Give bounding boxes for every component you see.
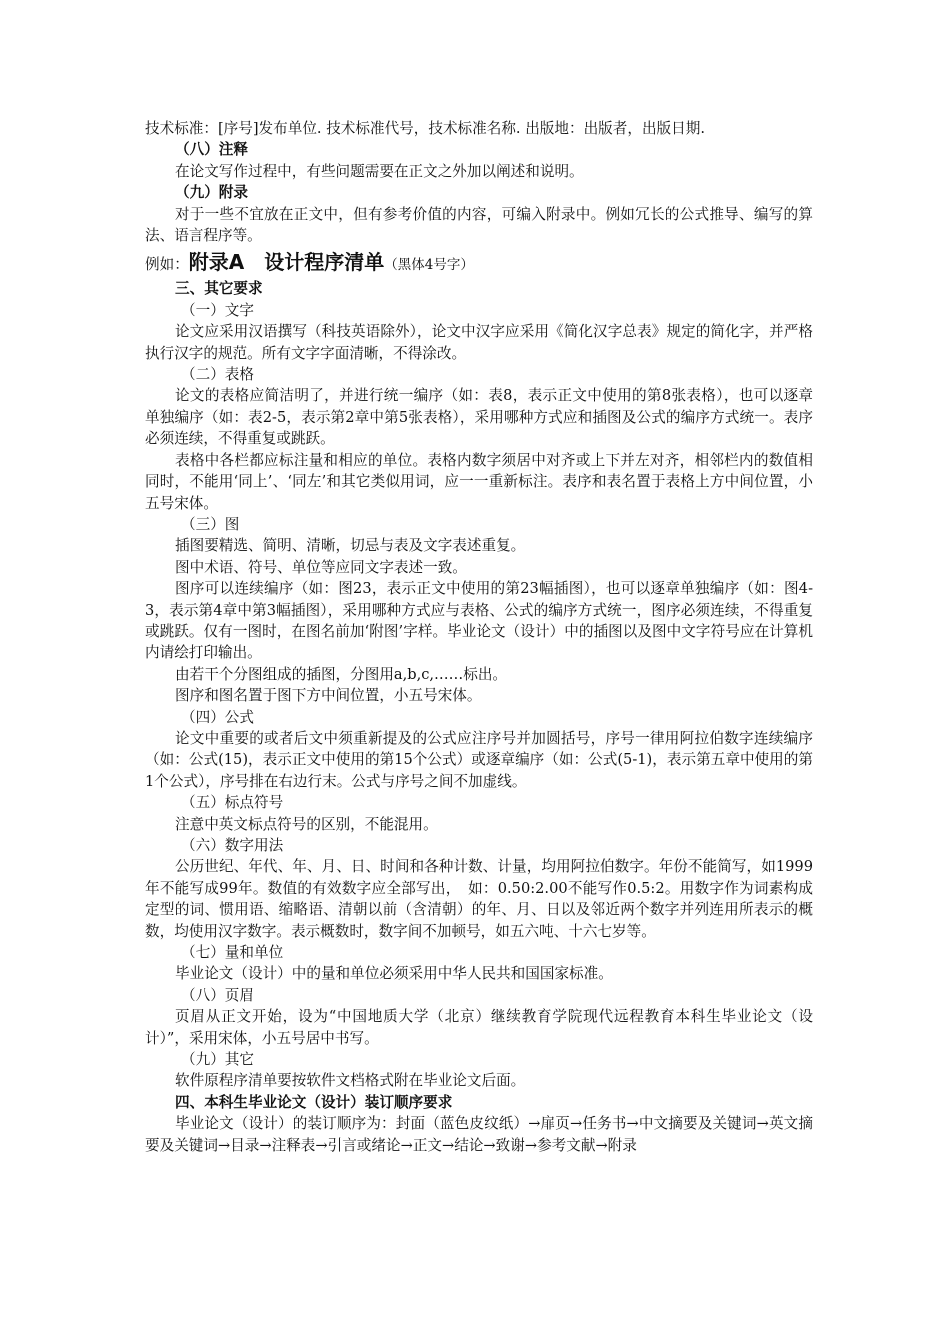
paragraph: 页眉从正文开始，设为“中国地质大学（北京）继续教育学院现代远程教育本科生毕业论文（设计）”，采用宋体，小五号居中书写。 bbox=[145, 1008, 813, 1047]
paragraph: 毕业论文（设计）中的量和单位必须采用中华人民共和国国家标准。 bbox=[175, 965, 613, 983]
section-heading-notes bbox=[145, 139, 813, 160]
paragraph: 由若干个分图组成的插图，分图用a,b,c,……标出。 bbox=[175, 665, 508, 683]
heading-text: 四、本科生毕业论文（设计）装订顺序要求 bbox=[175, 1093, 453, 1111]
section-heading-appendix bbox=[145, 182, 813, 203]
heading-text: （八）注释 bbox=[175, 141, 248, 159]
example-prefix: 例如： bbox=[145, 256, 189, 274]
reference-format-line: 技术标准：[序号]发布单位. 技术标准代号，技术标准名称. 出版地：出版者，出版日期. bbox=[145, 120, 705, 137]
subheading-text: （一）文字 bbox=[181, 301, 254, 319]
paragraph: 对于一些不宜放在正文中，但有参考价值的内容，可编入附录中。例如冗长的公式推导、编写的算法、语言程序等。 bbox=[145, 205, 813, 245]
paragraph: 表格中各栏都应标注量和相应的单位。表格内数字须居中对齐或上下并左对齐，相邻栏内的数值相同时，不能用‘同上’、‘同左’和其它类似用词，应一一重新标注。表序和表名置于表格上方中间位置，小五号宋体。 bbox=[145, 451, 813, 512]
section-heading-binding-order bbox=[145, 1092, 813, 1113]
subheading-header: （八）页眉 bbox=[181, 986, 254, 1004]
section-heading-other-requirements bbox=[145, 278, 813, 299]
paragraph: 注意中英文标点符号的区别，不能混用。 bbox=[175, 815, 438, 833]
subheading-tables: （二）表格 bbox=[181, 366, 254, 384]
paragraph: 图中术语、符号、单位等应同文字表述一致。 bbox=[175, 558, 467, 576]
paragraph: 论文应采用汉语撰写（科技英语除外），论文中汉字应采用《简化汉字总表》规定的简化字，并严格执行汉字的规范。所有文字字面清晰，不得涂改。 bbox=[145, 323, 813, 362]
subheading-numbers: （六）数字用法 bbox=[181, 837, 284, 854]
heading-text: 三、其它要求 bbox=[175, 280, 263, 298]
subheading-units: （七）量和单位 bbox=[181, 944, 284, 962]
subheading-others: （九）其它 bbox=[181, 1051, 254, 1069]
paragraph: 在论文写作过程中，有些问题需要在正文之外加以阐述和说明。 bbox=[175, 162, 584, 180]
subheading-formulas: （四）公式 bbox=[181, 708, 254, 726]
subheading-figures: （三）图 bbox=[181, 515, 240, 533]
paragraph: 插图要精选、简明、清晰，切忌与表及文字表述重复。 bbox=[175, 537, 526, 555]
heading-text: （九）附录 bbox=[175, 184, 248, 202]
subheading-punctuation: （五）标点符号 bbox=[181, 794, 284, 812]
paragraph: 软件原程序清单要按软件文档格式附在毕业论文后面。 bbox=[175, 1072, 526, 1090]
paragraph: 毕业论文（设计）的装订顺序为：封面（蓝色皮纹纸）→扉页→任务书→中文摘要及关键词→英文摘要及关键词→目录→注释表→引言或绪论→正文→结论→致谢→参考文献→附录 bbox=[145, 1115, 813, 1154]
document-page bbox=[145, 118, 813, 1156]
paragraph: 公历世纪、年代、年、月、日、时间和各种计数、计量，均用阿拉伯数字。年份不能简写，如1999年不能写成99年。数值的有效数字应全部写出， 如：0.50:2.00不能写作0.5:2。用数字作为词素构成定型的词、惯用语、缩略语、清朝以前（含清朝）的年、月、日以及邻近两个数字并列连用所表示的概数，均使用汉字数字。表示概数时，数字间不加顿号，如五六吨、十六七岁等。 bbox=[145, 858, 813, 940]
paragraph: 论文中重要的或者后文中须重新提及的公式应注序号并加圆括号，序号一律用阿拉伯数字连续编序（如：公式(15)，表示正文中使用的第15个公式）或逐章编序（如：公式(5-1)，表示第五章中使用的第1个公式），序号排在右边行末。公式与序号之间不加虚线。 bbox=[145, 729, 813, 790]
paragraph: 图序和图名置于图下方中间位置，小五号宋体。 bbox=[175, 687, 482, 705]
paragraph: 图序可以连续编序（如：图23，表示正文中使用的第23幅插图），也可以逐章单独编序（如：图4-3，表示第4章中第3幅插图），采用哪种方式应与表格、公式的编序方式统一，图序必须连续，不得重复或跳跃。仅有一图时，在图名前加‘附图’字样。毕业论文（设计）中的插图以及图中文字符号应在计算机内请绘打印输出。 bbox=[145, 580, 813, 662]
appendix-example-line bbox=[145, 249, 813, 278]
example-note: （黑体4号字） bbox=[384, 257, 474, 274]
example-title: 附录A 设计程序清单 bbox=[188, 250, 385, 275]
paragraph: 论文的表格应简洁明了，并进行统一编序（如：表8，表示正文中使用的第8张表格），也可以逐章单独编序（如：表2-5，表示第2章中第5张表格），采用哪种方式应和插图及公式的编序方式统一。表序必须连续，不得重复或跳跃。 bbox=[145, 387, 813, 448]
